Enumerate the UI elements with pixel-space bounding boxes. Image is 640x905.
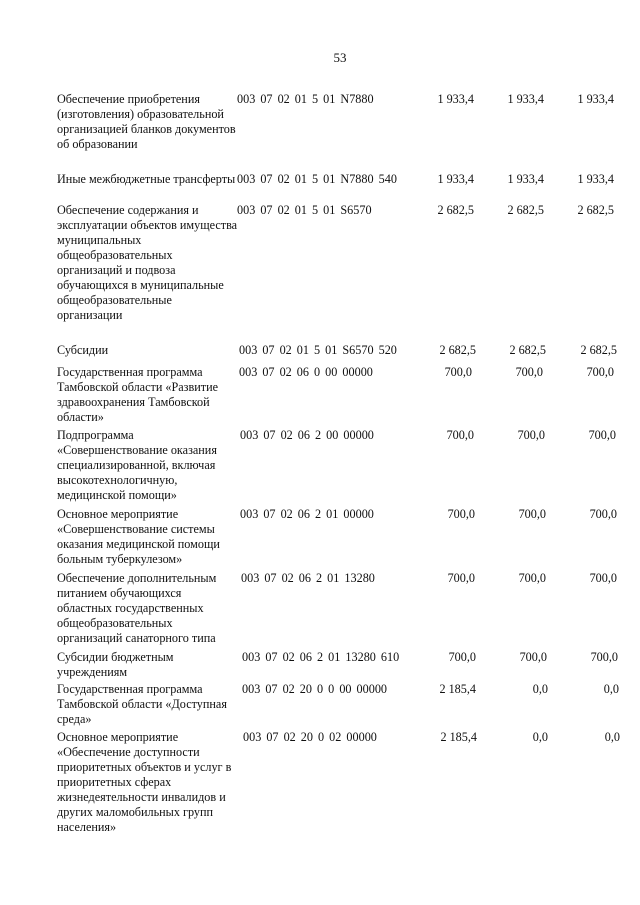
row-name: Субсидии бюджетным учреждениям: [57, 650, 174, 679]
row-value-3: 700,0: [589, 507, 617, 521]
row-value-3: 700,0: [586, 365, 614, 379]
row-code: 003 07 02 06 0 00 00000: [239, 365, 373, 379]
row-name: Иные межбюджетные трансферты: [57, 172, 236, 186]
row-code: 003 07 02 01 5 01 N7880: [237, 92, 374, 106]
row-code: 003 07 02 20 0 0 00 00000: [242, 682, 388, 696]
row-code: 003 07 02 06 2 01 00000: [240, 507, 374, 521]
row-name: Обеспечение дополнительным питанием обучающихся областных государственных общеобразовательных организаций санаторного типа: [57, 571, 217, 645]
row-value-2: 1 933,4: [507, 172, 544, 186]
row-value-1: 2 185,4: [440, 730, 477, 744]
row-value-1: 700,0: [447, 571, 475, 585]
row-name: Обеспечение приобретения (изготовления) образовательной организацией бланков документов об образовании: [57, 92, 236, 151]
row-value-1: 2 682,5: [437, 203, 474, 217]
row-value-3: 1 933,4: [577, 92, 614, 106]
row-name: Основное мероприятие «Совершенствование системы оказания медицинской помощи больным туберкулезом»: [57, 507, 220, 566]
row-value-1: 700,0: [444, 365, 472, 379]
page-number: 53: [333, 50, 347, 65]
row-value-2: 700,0: [518, 507, 546, 521]
row-value-3: 2 682,5: [580, 343, 617, 357]
row-value-1: 2 185,4: [439, 682, 476, 696]
row-value-3: 2 682,5: [577, 203, 614, 217]
row-name: Основное мероприятие «Обеспечение доступности приоритетных объектов и услуг в приоритетных сферах жизнедеятельности инвалидов и других маломобильных групп населения»: [57, 730, 232, 834]
row-value-2: 0,0: [532, 730, 548, 744]
row-code: 003 07 02 06 2 00 00000: [240, 428, 374, 442]
row-code: 003 07 02 01 5 01 N7880 540: [237, 172, 397, 186]
row-name: Подпрограмма «Совершенствование оказания специализированной, включая высокотехнологичную, медицинской помощи»: [57, 428, 217, 502]
row-code: 003 07 02 01 5 01 S6570 520: [239, 343, 397, 357]
row-value-3: 1 933,4: [577, 172, 614, 186]
row-value-3: 700,0: [589, 571, 617, 585]
row-value-2: 700,0: [518, 571, 546, 585]
row-code: 003 07 02 01 5 01 S6570: [237, 203, 372, 217]
row-value-3: 0,0: [604, 730, 620, 744]
row-value-3: 700,0: [588, 428, 616, 442]
row-value-1: 1 933,4: [437, 92, 474, 106]
row-value-1: 700,0: [447, 507, 475, 521]
row-value-2: 700,0: [519, 650, 547, 664]
row-value-1: 2 682,5: [439, 343, 476, 357]
row-name: Обеспечение содержания и эксплуатации объектов имущества муниципальных общеобразовательных организаций и подвоза обучающихся в муниципальные общеобразовательные организации: [57, 203, 238, 322]
row-code: 003 07 02 06 2 01 13280: [241, 571, 375, 585]
row-value-2: 700,0: [517, 428, 545, 442]
row-value-2: 0,0: [532, 682, 548, 696]
row-value-2: 1 933,4: [507, 92, 544, 106]
row-value-3: 700,0: [590, 650, 618, 664]
row-value-1: 1 933,4: [437, 172, 474, 186]
row-value-3: 0,0: [603, 682, 619, 696]
row-code: 003 07 02 06 2 01 13280 610: [242, 650, 400, 664]
row-name: Государственная программа Тамбовской области «Развитие здравоохранения Тамбовской области»: [57, 365, 219, 424]
row-value-1: 700,0: [446, 428, 474, 442]
row-name: Субсидии: [57, 343, 109, 357]
row-value-2: 2 682,5: [507, 203, 544, 217]
row-value-2: 2 682,5: [509, 343, 546, 357]
row-name: Государственная программа Тамбовской области «Доступная среда»: [57, 682, 227, 726]
row-code: 003 07 02 20 0 02 00000: [243, 730, 377, 744]
row-value-1: 700,0: [448, 650, 476, 664]
row-value-2: 700,0: [515, 365, 543, 379]
